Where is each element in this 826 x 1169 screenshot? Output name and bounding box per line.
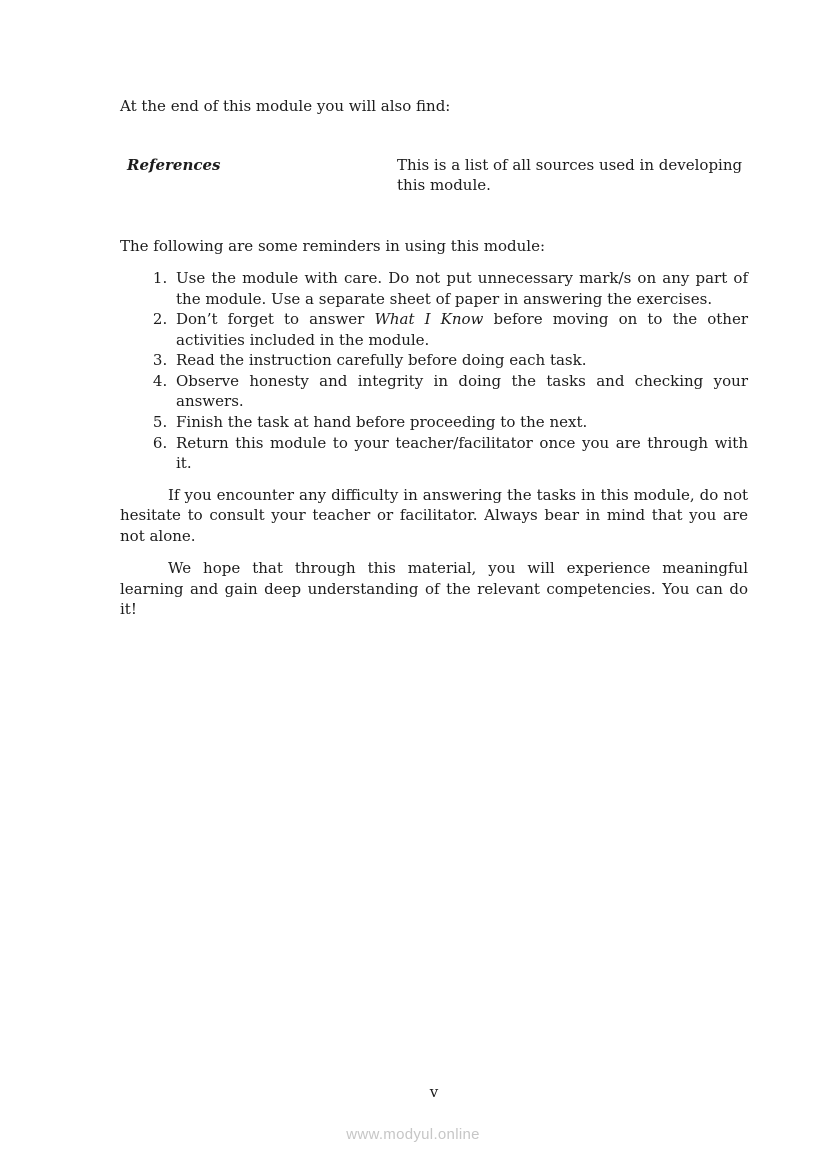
reminder-item-6	[172, 433, 748, 474]
reminder-item-2-post: before moving on to the other activities included in the module.	[176, 310, 749, 349]
reminder-item-1	[172, 268, 748, 309]
reminder-item-5	[172, 412, 748, 433]
paragraph-difficulty: If you encounter any difficulty in answering the tasks in this module, do not hesitate to consult your teacher or facilitator. Always bear in mind that you are not alone.	[120, 485, 748, 545]
reminder-item-3-text: Read the instruction carefully before doing each task.	[176, 351, 587, 370]
reminder-item-1-text: Use the module with care. Do not put unnecessary mark/s on any part of the module. Use a separate sheet of paper in answering the exercises.	[176, 269, 748, 308]
reminder-item-4	[172, 371, 748, 412]
reminder-item-2-pre: Don’t forget to answer	[176, 310, 375, 329]
watermark: www.modyul.online	[346, 1126, 480, 1143]
references-definition: This is a list of all sources used in developing this module.	[397, 155, 743, 195]
reminder-item-2	[172, 309, 748, 350]
references-term: References	[127, 155, 221, 174]
reminder-item-3	[172, 350, 748, 371]
reminders-list	[120, 268, 748, 473]
reminder-item-5-text: Finish the task at hand before proceeding to the next.	[176, 413, 588, 432]
references-row	[120, 155, 748, 196]
reminder-item-4-text: Observe honesty and integrity in doing the tasks and checking your answers.	[176, 371, 748, 411]
reminder-item-2-italic: What I Know	[374, 310, 484, 329]
intro-text: At the end of this module you will also find:	[120, 97, 451, 115]
page-number: v	[429, 1083, 439, 1101]
reminder-item-6-text: Return this module to your teacher/facilitator once you are through with it.	[176, 433, 748, 473]
paragraph-encouragement: We hope that through this material, you will experience meaningful learning and gain deep understanding of the relevant competencies. You can do it!	[120, 559, 748, 619]
reminders-intro: The following are some reminders in using this module:	[120, 236, 545, 255]
